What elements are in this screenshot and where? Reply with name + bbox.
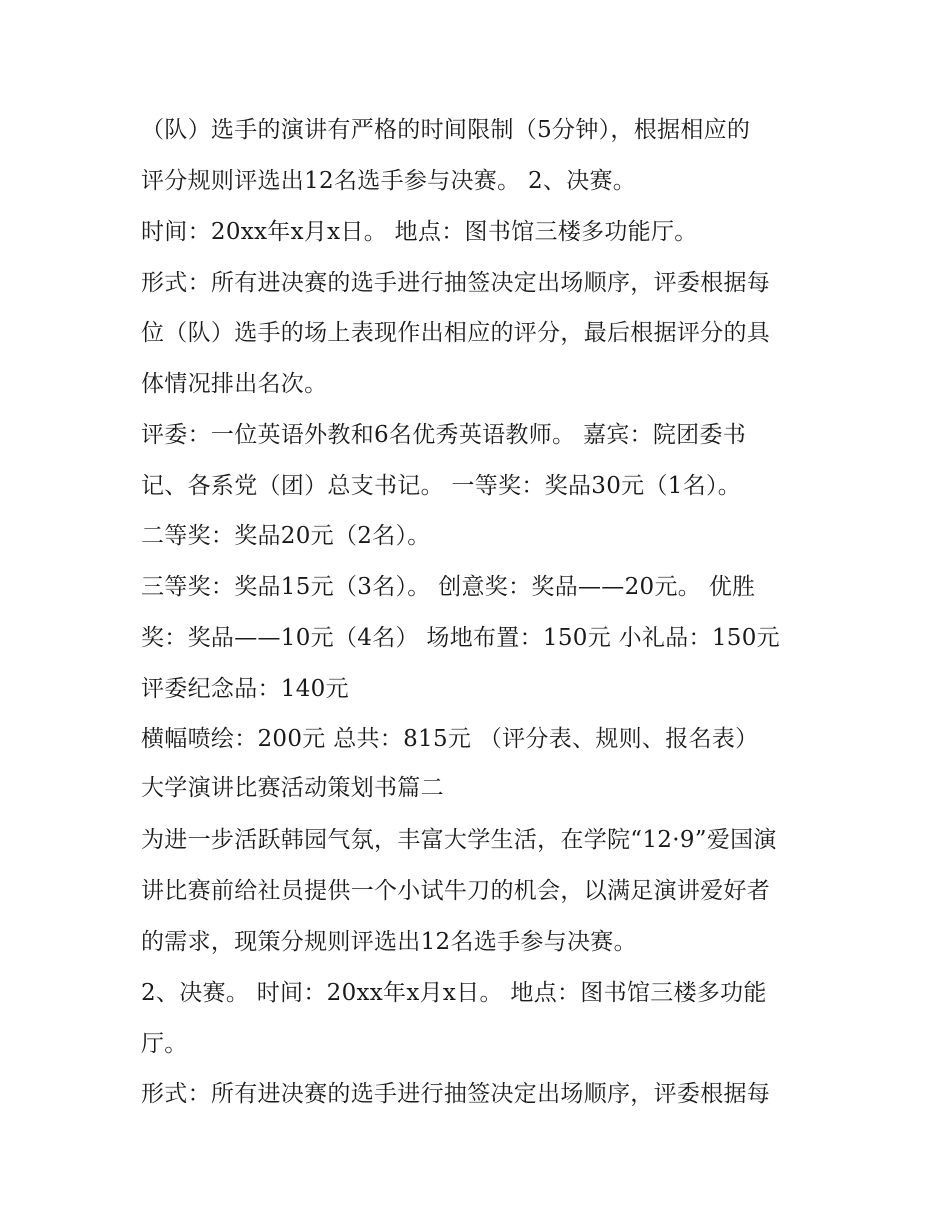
text-line: 评委：一位英语外教和6名优秀英语教师。 嘉宾：院团委书 xyxy=(141,422,747,448)
text-line: 的需求，现策分规则评选出12名选手参与决赛。 xyxy=(141,929,637,955)
text-line: 形式：所有进决赛的选手进行抽签决定出场顺序，评委根据每 xyxy=(141,1081,771,1107)
text-line: 三等奖：奖品15元（3名）。 创意奖：奖品——20元。 优胜 xyxy=(141,574,756,600)
text-line: 位（队）选手的场上表现作出相应的评分，最后根据评分的具 xyxy=(141,320,771,346)
text-line: （队）选手的演讲有严格的时间限制（5分钟），根据相应的 xyxy=(141,117,751,143)
text-line: 时间：20xx年x月x日。 地点：图书馆三楼多功能厅。 xyxy=(141,219,698,245)
text-line: 奖：奖品——10元（4名） 场地布置：150元 小礼品：150元 xyxy=(141,625,780,651)
text-line: 为进一步活跃韩园气氛，丰富大学生活，在学院“12·9”爱国演 xyxy=(141,827,777,853)
text-line: 讲比赛前给社员提供一个小试牛刀的机会，以满足演讲爱好者 xyxy=(141,878,771,904)
text-line: 2、决赛。 时间：20xx年x月x日。 地点：图书馆三楼多功能 xyxy=(141,980,767,1006)
text-line: 横幅喷绘：200元 总共：815元 （评分表、规则、报名表） xyxy=(141,726,759,752)
text-line: 形式：所有进决赛的选手进行抽签决定出场顺序，评委根据每 xyxy=(141,270,771,296)
text-line: 厅。 xyxy=(141,1031,188,1057)
text-line: 体情况排出名次。 xyxy=(141,371,328,397)
text-line: 评分规则评选出12名选手参与决赛。 2、决赛。 xyxy=(141,168,637,194)
text-line: 记、各系党（团）总支书记。 一等奖：奖品30元（1名）。 xyxy=(141,473,742,499)
text-line: 二等奖：奖品20元（2名）。 xyxy=(141,523,431,549)
section-heading: 大学演讲比赛活动策划书篇二 xyxy=(141,775,444,801)
text-line: 评委纪念品：140元 xyxy=(141,676,349,702)
